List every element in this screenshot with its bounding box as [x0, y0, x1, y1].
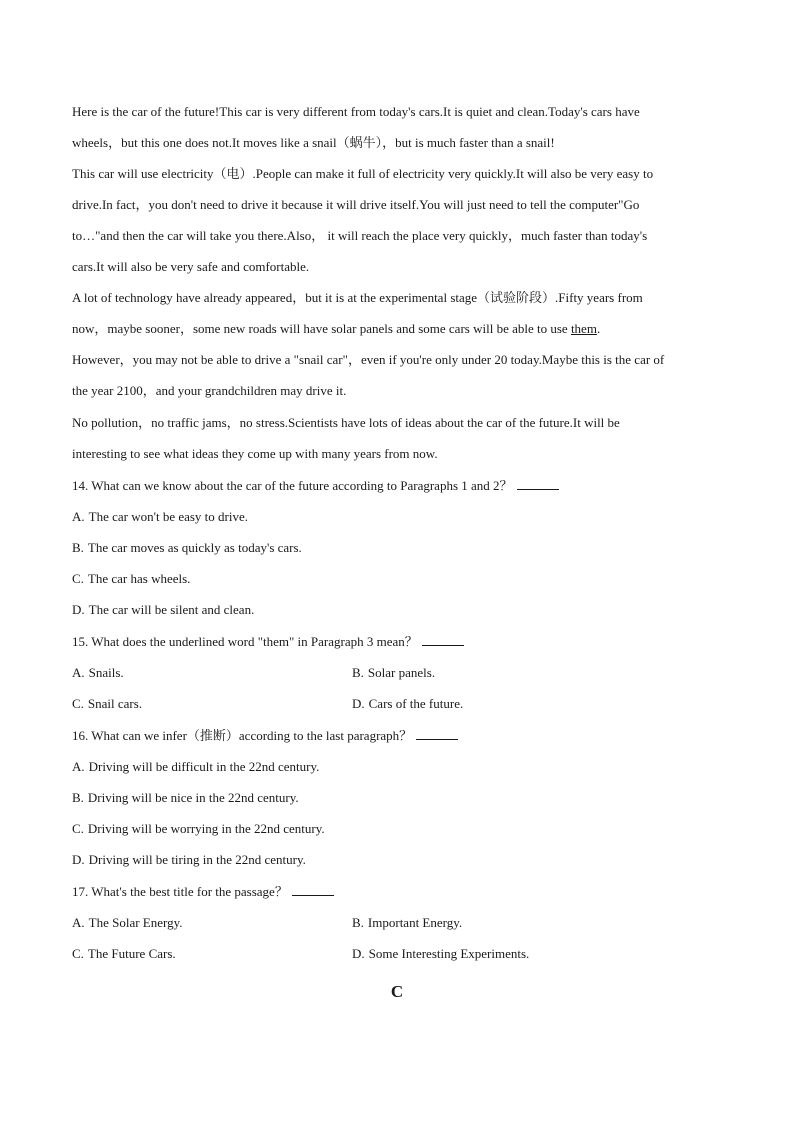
- option-15-c[interactable]: C. Snail cars.: [72, 696, 143, 711]
- question-16-stem: [72, 728, 722, 744]
- answer-blank[interactable]: [517, 479, 559, 490]
- passage-line: the year 2100，and your grandchildren may drive it.: [72, 383, 347, 398]
- question-15-stem: [72, 634, 722, 650]
- passage-line: Here is the car of the future!This car is very different from today's cars.It is quiet and clean.Today's cars have: [72, 104, 640, 119]
- answer-blank[interactable]: [422, 635, 464, 646]
- answer-blank[interactable]: [292, 885, 334, 896]
- passage-line: No pollution，no traffic jams，no stress.Scientists have lots of ideas about the car of the future.It will be: [72, 415, 620, 430]
- question-text: What can we infer（推断）according to the last paragraph？: [91, 728, 413, 743]
- option-17-c[interactable]: C. The Future Cars.: [72, 946, 176, 961]
- question-text: What's the best title for the passage？: [91, 884, 288, 899]
- option-14-b[interactable]: B. The car moves as quickly as today's cars.: [72, 540, 302, 555]
- question-number: 17.: [72, 884, 89, 899]
- option-15-a[interactable]: A. Snails.: [72, 665, 124, 680]
- passage-line: This car will use electricity（电）.People can make it full of electricity very quickly.It will also be very easy to: [72, 166, 654, 181]
- option-15-b[interactable]: B. Solar panels.: [352, 665, 436, 680]
- option-17-d[interactable]: D. Some Interesting Experiments.: [352, 946, 530, 961]
- passage-text: now，maybe sooner，some new roads will have solar panels and some cars will be able to use: [72, 321, 571, 336]
- passage-line: drive.In fact，you don't need to drive it because it will drive itself.You will just need to tell the computer"Go: [72, 197, 640, 212]
- option-17-b[interactable]: B. Important Energy.: [352, 915, 463, 930]
- option-14-c[interactable]: C. The car has wheels.: [72, 571, 191, 586]
- option-16-b[interactable]: B. Driving will be nice in the 22nd century.: [72, 790, 299, 805]
- passage-line: wheels，but this one does not.It moves like a snail（蜗牛），but is much faster than a snail!: [72, 135, 555, 150]
- passage-line: However，you may not be able to drive a "snail car"，even if you're only under 20 today.Maybe this is the car of: [72, 352, 665, 367]
- passage-line: interesting to see what ideas they come up with many years from now.: [72, 446, 438, 461]
- passage-line: [72, 321, 722, 337]
- option-16-d[interactable]: D. Driving will be tiring in the 22nd century.: [72, 852, 306, 867]
- passage-line: cars.It will also be very safe and comfortable.: [72, 259, 310, 274]
- option-16-a[interactable]: A. Driving will be difficult in the 22nd century.: [72, 759, 320, 774]
- question-number: 14.: [72, 478, 89, 493]
- option-14-a[interactable]: A. The car won't be easy to drive.: [72, 509, 249, 524]
- question-text: What can we know about the car of the future according to Paragraphs 1 and 2？: [91, 478, 513, 493]
- passage-line: to…"and then the car will take you there.Also， it will reach the place very quickly，much faster than today's: [72, 228, 648, 243]
- question-17-stem: [72, 884, 722, 900]
- question-number: 16.: [72, 728, 89, 743]
- answer-blank[interactable]: [416, 729, 458, 740]
- option-17-a[interactable]: A. The Solar Energy.: [72, 915, 183, 930]
- option-16-c[interactable]: C. Driving will be worrying in the 22nd century.: [72, 821, 325, 836]
- option-14-d[interactable]: D. The car will be silent and clean.: [72, 602, 255, 617]
- section-heading: C: [390, 982, 404, 1001]
- passage-text: .: [596, 321, 601, 336]
- option-15-d[interactable]: D. Cars of the future.: [352, 696, 464, 711]
- question-text: What does the underlined word "them" in Paragraph 3 mean？: [91, 634, 418, 649]
- question-14-stem: [72, 478, 722, 494]
- question-number: 15.: [72, 634, 89, 649]
- underlined-word-them: them: [570, 321, 597, 336]
- passage-line: A lot of technology have already appeared，but it is at the experimental stage（试验阶段）.Fifty years from: [72, 290, 643, 305]
